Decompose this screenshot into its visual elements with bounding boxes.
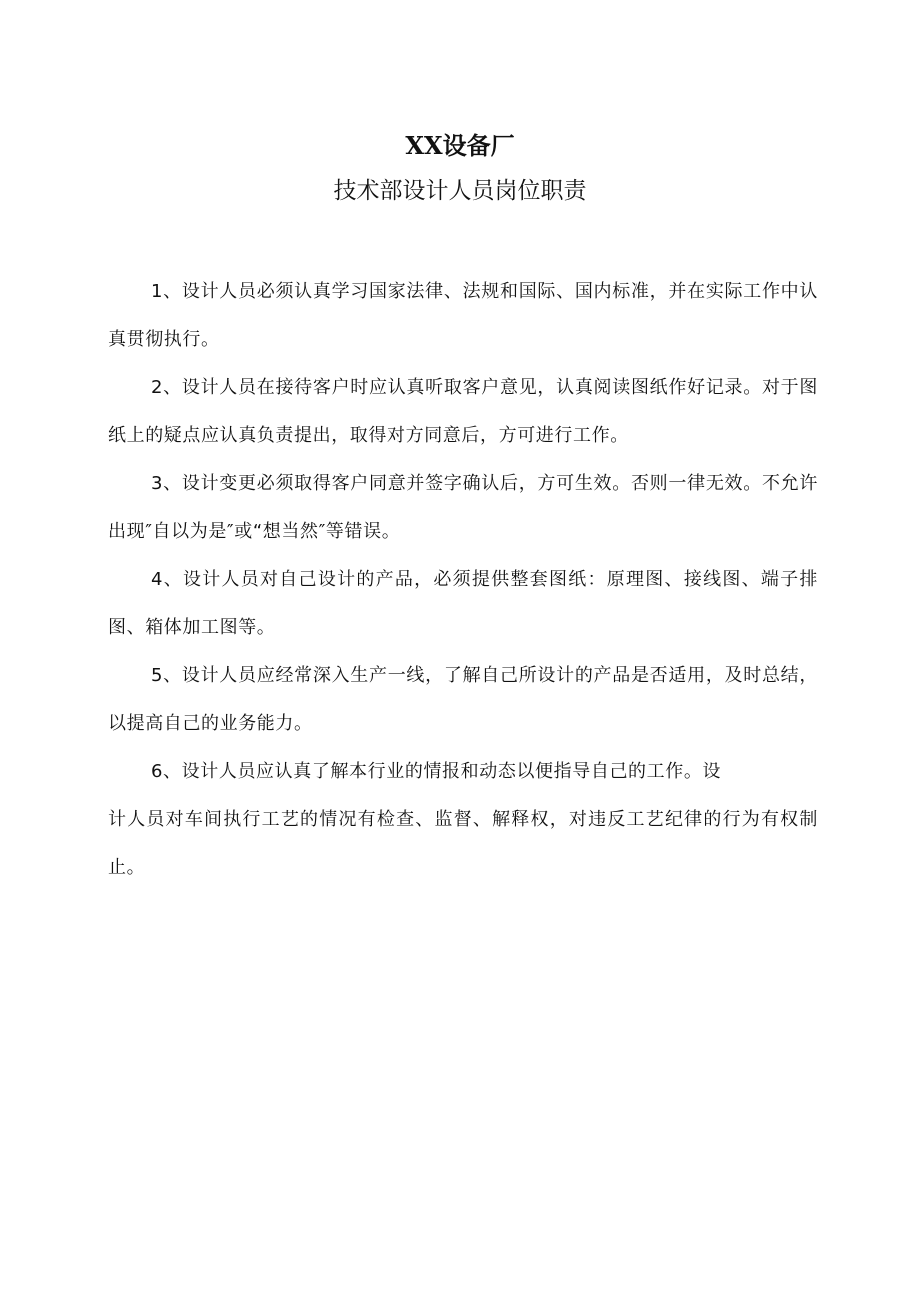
clause-1: 1、设计人员必须认真学习国家法律、法规和国际、国内标准，并在实际工作中认真贯彻执行。 <box>108 281 818 350</box>
clause-4: 4、设计人员对自己设计的产品，必须提供整套图纸：原理图、接线图、端子排图、箱体加工图等。 <box>108 569 818 638</box>
clause-3: 3、设计变更必须取得客户同意并签字确认后，方可生效。否则一律无效。不允许出现″自以为是″或“想当然″等错误。 <box>108 473 818 542</box>
clause-6: 6、设计人员应认真了解本行业的情报和动态以便指导自己的工作。设 <box>151 761 722 782</box>
document-title: 技术部设计人员岗位职责 <box>333 178 587 204</box>
responsibilities-list <box>108 268 818 892</box>
clause-5: 5、设计人员应经常深入生产一线，了解自己所设计的产品是否适用，及时总结，以提高自己的业务能力。 <box>108 665 818 734</box>
clause-6-continued: 计人员对车间执行工艺的情况有检查、监督、解释权，对违反工艺纪律的行为有权制止。 <box>108 809 818 878</box>
company-name: XX设备厂 <box>405 131 515 160</box>
clause-2: 2、设计人员在接待客户时应认真听取客户意见，认真阅读图纸作好记录。对于图纸上的疑点应认真负责提出，取得对方同意后，方可进行工作。 <box>108 377 818 446</box>
title-block <box>0 126 920 211</box>
